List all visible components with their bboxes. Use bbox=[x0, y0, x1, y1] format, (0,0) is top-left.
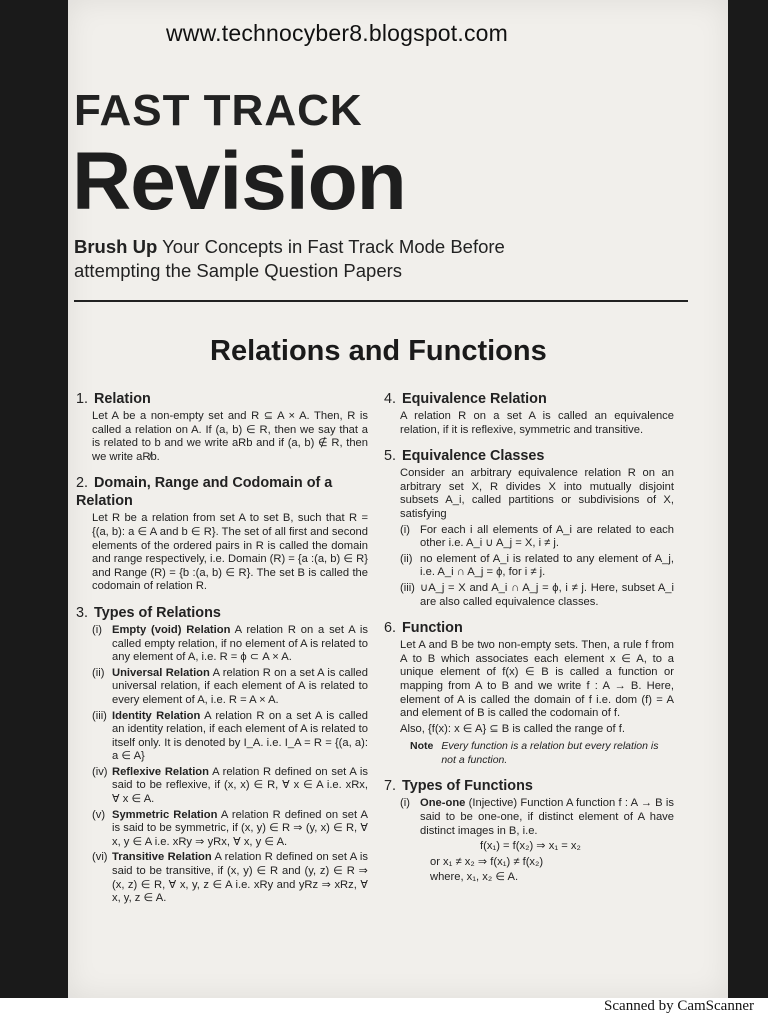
item-label: Transitive Relation bbox=[112, 851, 212, 864]
list-item bbox=[92, 851, 368, 905]
equation: f(x₁) = f(x₂) ⇒ x₁ = x₂ bbox=[480, 840, 581, 853]
item-label: Universal Relation bbox=[112, 666, 210, 679]
item-text: ∪A_j = X and A_i ∩ A_j = ϕ, i ≠ j. Here, subset A_i are also called equivalence classes. bbox=[420, 581, 674, 608]
item-number: (iii) bbox=[400, 581, 415, 594]
item-number: (iii) bbox=[92, 709, 107, 722]
scanner-watermark: Scanned by CamScanner bbox=[604, 998, 754, 1014]
item-label: Reflexive Relation bbox=[112, 765, 209, 778]
note bbox=[410, 740, 674, 767]
item-number: (i) bbox=[400, 523, 410, 536]
chapter-title: Relations and Functions bbox=[210, 335, 547, 367]
item-body bbox=[420, 797, 674, 838]
section-heading-function bbox=[384, 619, 674, 637]
item-body bbox=[112, 766, 368, 807]
section-heading-domain bbox=[76, 474, 368, 510]
section-title: Equivalence Classes bbox=[402, 448, 545, 465]
section-number: 3. bbox=[76, 604, 89, 621]
list-item bbox=[92, 667, 368, 708]
list-item bbox=[400, 582, 674, 609]
tagline-line1 bbox=[74, 236, 505, 258]
tagline-line2: attempting the Sample Question Papers bbox=[74, 260, 403, 281]
list-item bbox=[400, 524, 674, 551]
item-label: Empty (void) Relation bbox=[112, 623, 231, 636]
item-body bbox=[112, 667, 368, 708]
item-number: (i) bbox=[400, 797, 410, 810]
section-title: Equivalence Relation bbox=[402, 391, 547, 407]
section-number: 1. bbox=[76, 391, 89, 407]
item-label: Symmetric Relation bbox=[112, 808, 218, 821]
item-number: (v) bbox=[92, 808, 106, 821]
section-heading-types-relations bbox=[76, 604, 368, 622]
classes-text: Consider an arbitrary equivalence relation R on an arbitrary set X, R divides X into mutually disjoint subsets A_i, called partitions or subdivisions of X, satisfying bbox=[400, 467, 674, 520]
section-number: 5. bbox=[384, 448, 397, 465]
fast-track-heading: FAST TRACK bbox=[74, 86, 363, 135]
section-heading-equivalence bbox=[384, 390, 674, 408]
item-body bbox=[112, 809, 368, 850]
item-label: Identity Relation bbox=[112, 709, 201, 722]
item-number: (i) bbox=[92, 623, 102, 636]
item-text: A relation R defined on set A is said to be symmetric, if (x, y) ∈ R ⇒ (y, x) ∈ R, ∀ x, y ∈ A i.e. xRy ⇒ yRx, ∀ x, y ∈ A. bbox=[112, 808, 368, 848]
item-number: (ii) bbox=[400, 552, 413, 565]
note-label: Note bbox=[410, 740, 434, 753]
section-heading-classes bbox=[384, 447, 674, 465]
item-number: (iv) bbox=[92, 765, 108, 778]
section-number: 6. bbox=[384, 620, 397, 637]
section-number: 4. bbox=[384, 391, 397, 407]
equation: where, x₁, x₂ ∈ A. bbox=[430, 871, 519, 884]
list-item bbox=[92, 809, 368, 850]
item-body bbox=[112, 710, 368, 764]
range-text: Also, {f(x): x ∈ A} ⊆ B is called the range of f. bbox=[400, 722, 625, 735]
section-title: Relation bbox=[94, 391, 151, 407]
domain-text: Let R be a relation from set A to set B, such that R = {(a, b): a ∈ A and b ∈ R}. The set of all first and second elements of the ordered pairs in R is called the domain and range respectively, i.e. Domain (R) = {a :(a, b) ∈ R} and Range (R) = {b :(a, b) ∈ R}. The set B is called the codomain of relation R. bbox=[92, 512, 368, 593]
item-text: A relation R on a set A is called an identity relation, if each element of A is related to itself only. It is denoted by I_A. i.e. I_A = R = {(a, a): a ∈ A} bbox=[112, 709, 368, 763]
section-title: Domain, Range and Codomain of a Relation bbox=[76, 475, 333, 510]
item-text: For each i all elements of A_i are related to each other i.e. A_i ∪ A_j = X, i ≠ j. bbox=[420, 523, 674, 550]
section-title: Types of Relations bbox=[94, 604, 221, 621]
list-item bbox=[400, 797, 674, 838]
tagline-bold: Brush Up bbox=[74, 236, 158, 257]
section-title: Function bbox=[402, 620, 463, 637]
item-text: A relation R defined on set A is said to be reflexive, if (x, x) ∈ R, ∀ x ∈ A i.e. xRx, ∀ x ∈ A. bbox=[112, 765, 368, 806]
item-body bbox=[112, 624, 368, 665]
website-url: www.technocyber8.blogspot.com bbox=[166, 20, 509, 46]
section-heading-types-functions bbox=[384, 777, 674, 795]
function-text: Let A and B be two non-empty sets. Then, a rule f from A to B which associates each element x ∈ A, to a unique element of f(x) ∈ B is called a function or mapping from A to B and we write f : A → B. Here, element of A is called the domain of f i.e. dom (f) = A and element of B is called the codomain of f. bbox=[400, 639, 674, 720]
item-text: (Injective) Function A function f : A → B is said to be one-one, if distinct element of A have distinct images in B, i.e. bbox=[420, 797, 674, 837]
section-number: 7. bbox=[384, 778, 397, 795]
note-text: Every function is a relation but every relation is not a function. bbox=[441, 740, 659, 766]
item-number: (ii) bbox=[92, 666, 105, 679]
section-heading-relation bbox=[76, 390, 368, 408]
revision-heading: Revision bbox=[72, 136, 406, 227]
item-number: (vi) bbox=[92, 851, 108, 864]
section-number: 2. bbox=[76, 475, 89, 492]
right-column bbox=[384, 390, 674, 885]
item-body bbox=[112, 851, 368, 905]
item-text: no element of A_i is related to any element of A_j, i.e. A_i ∩ A_j = ϕ, for i ≠ j. bbox=[420, 552, 674, 579]
left-column bbox=[76, 390, 368, 906]
list-item bbox=[92, 766, 368, 807]
item-label: One-one bbox=[420, 797, 466, 810]
tagline-rest: Your Concepts in Fast Track Mode Before bbox=[162, 236, 505, 257]
list-item bbox=[92, 710, 368, 764]
divider bbox=[74, 300, 688, 302]
item-text: A relation R on a set A is called universal relation, if each element of A is related to every element of A, i.e. R = A × A. bbox=[112, 666, 368, 706]
item-text: A relation R defined on set A is said to be transitive, if (x, y) ∈ R and (y, z) ∈ R ⇒ (x, z) ∈ R, ∀ x, y, z ∈ A i.e. xRy and yRz ⇒ xRz, ∀ x, y, z ∈ A. bbox=[112, 851, 368, 905]
list-item bbox=[400, 553, 674, 580]
equivalence-text: A relation R on a set A is called an equivalence relation, if it is reflexive, symmetric and transitive. bbox=[400, 410, 674, 436]
list-item bbox=[92, 624, 368, 665]
equation: or x₁ ≠ x₂ ⇒ f(x₁) ≠ f(x₂) bbox=[430, 855, 544, 868]
section-title: Types of Functions bbox=[402, 778, 533, 795]
relation-text: Let A be a non-empty set and R ⊆ A × A. Then, R is called a relation on A. If (a, b) ∈ R, then we say that a is related to b and we write aRb and if (a, b) ∉ R, then we write aR̸b. bbox=[92, 410, 368, 463]
item-text: A relation R on a set A is called empty relation, if no element of A is related to any element of A, i.e. R = ϕ ⊂ A × A. bbox=[112, 623, 368, 664]
